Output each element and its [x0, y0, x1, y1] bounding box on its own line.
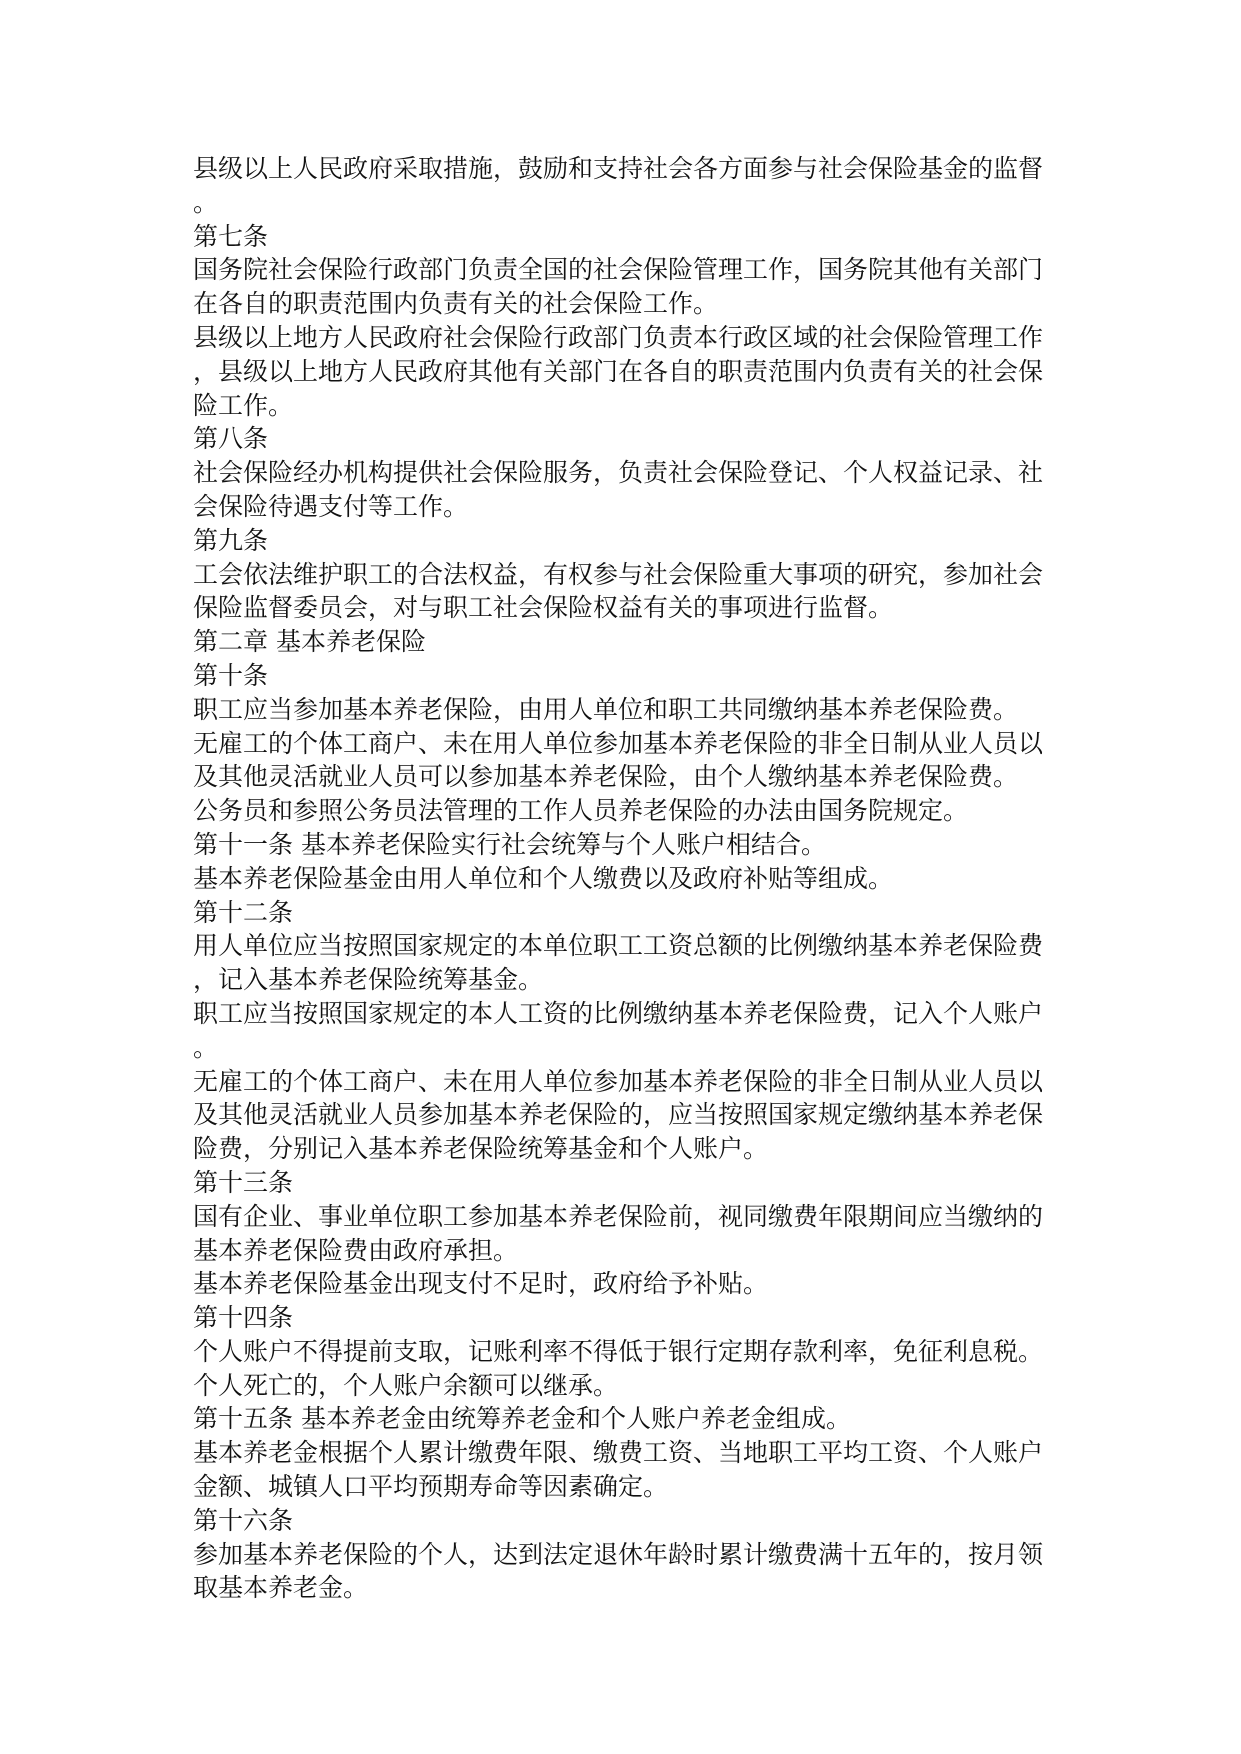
document-text-line: 基本养老保险基金由用人单位和个人缴费以及政府补贴等组成。 [193, 863, 894, 893]
document-text-line: 第十三条 [193, 1167, 294, 1197]
document-text-line: 县级以上地方人民政府社会保险行政部门负责本行政区域的社会保险管理工作 [193, 322, 1044, 352]
document-text-line: 第十四条 [193, 1303, 294, 1333]
document-text-line: 第十二条 [193, 897, 294, 927]
document-text-line: 基本养老金根据个人累计缴费年限、缴费工资、当地职工平均工资、个人账户 [193, 1438, 1044, 1468]
document-text-line: 基本养老保险基金出现支付不足时，政府给予补贴。 [193, 1269, 769, 1299]
document-text-line: 第十条 [193, 660, 269, 690]
document-text-line: 公务员和参照公务员法管理的工作人员养老保险的办法由国务院规定。 [193, 796, 969, 826]
document-text-line: ，记入基本养老保险统筹基金。 [193, 965, 544, 995]
document-text-line: 第九条 [193, 525, 269, 555]
document-text-line: 保险监督委员会，对与职工社会保险权益有关的事项进行监督。 [193, 593, 894, 623]
document-text-line: 职工应当参加基本养老保险，由用人单位和职工共同缴纳基本养老保险费。 [193, 694, 1019, 724]
document-text-line: 取基本养老金。 [193, 1573, 369, 1603]
document-text-line: 个人账户不得提前支取，记账利率不得低于银行定期存款利率，免征利息税。 [193, 1336, 1044, 1366]
document-text-line: 无雇工的个体工商户、未在用人单位参加基本养老保险的非全日制从业人员以 [193, 1066, 1044, 1096]
document-text-line: 第七条 [193, 221, 269, 251]
document-text-line: 险工作。 [193, 390, 294, 420]
document-text-line: 社会保险经办机构提供社会保险服务，负责社会保险登记、个人权益记录、社 [193, 458, 1044, 488]
document-body [193, 152, 1061, 1605]
document-text-line: 第十五条 基本养老金由统筹养老金和个人账户养老金组成。 [193, 1404, 851, 1434]
document-text-line: 会保险待遇支付等工作。 [193, 491, 469, 521]
document-text-line: 工会依法维护职工的合法权益，有权参与社会保险重大事项的研究，参加社会 [193, 559, 1044, 589]
document-text-line: 第二章 基本养老保险 [193, 627, 426, 657]
document-text-line: 第十一条 基本养老保险实行社会统筹与个人账户相结合。 [193, 829, 826, 859]
document-text-line: 及其他灵活就业人员可以参加基本养老保险，由个人缴纳基本养老保险费。 [193, 762, 1019, 792]
document-text-line: 参加基本养老保险的个人，达到法定退休年龄时累计缴费满十五年的，按月领 [193, 1539, 1044, 1569]
document-text-line: 及其他灵活就业人员参加基本养老保险的，应当按照国家规定缴纳基本养老保 [193, 1100, 1044, 1130]
document-text-line: 第八条 [193, 424, 269, 454]
document-text-line: 。 [193, 1032, 219, 1062]
document-text-line: 金额、城镇人口平均预期寿命等因素确定。 [193, 1472, 669, 1502]
document-text-line: 县级以上人民政府采取措施，鼓励和支持社会各方面参与社会保险基金的监督 [193, 154, 1044, 183]
document-text-line: 个人死亡的，个人账户余额可以继承。 [193, 1370, 619, 1400]
document-text-line: 国有企业、事业单位职工参加基本养老保险前，视同缴费年限期间应当缴纳的 [193, 1201, 1044, 1231]
document-text-line: 险费，分别记入基本养老保险统筹基金和个人账户。 [193, 1134, 769, 1164]
document-text-line: 职工应当按照国家规定的本人工资的比例缴纳基本养老保险费，记入个人账户 [193, 998, 1044, 1028]
document-text-line: 国务院社会保险行政部门负责全国的社会保险管理工作，国务院其他有关部门 [193, 255, 1044, 285]
document-text-line: 基本养老保险费由政府承担。 [193, 1235, 519, 1265]
document-text-line: 在各自的职责范围内负责有关的社会保险工作。 [193, 289, 719, 319]
document-text-line: 。 [193, 187, 219, 217]
document-text-line: 第十六条 [193, 1505, 294, 1535]
document-text-line: ，县级以上地方人民政府其他有关部门在各自的职责范围内负责有关的社会保 [193, 356, 1044, 386]
document-text-line: 用人单位应当按照国家规定的本单位职工工资总额的比例缴纳基本养老保险费 [193, 931, 1044, 961]
document-text-line: 无雇工的个体工商户、未在用人单位参加基本养老保险的非全日制从业人员以 [193, 728, 1044, 758]
